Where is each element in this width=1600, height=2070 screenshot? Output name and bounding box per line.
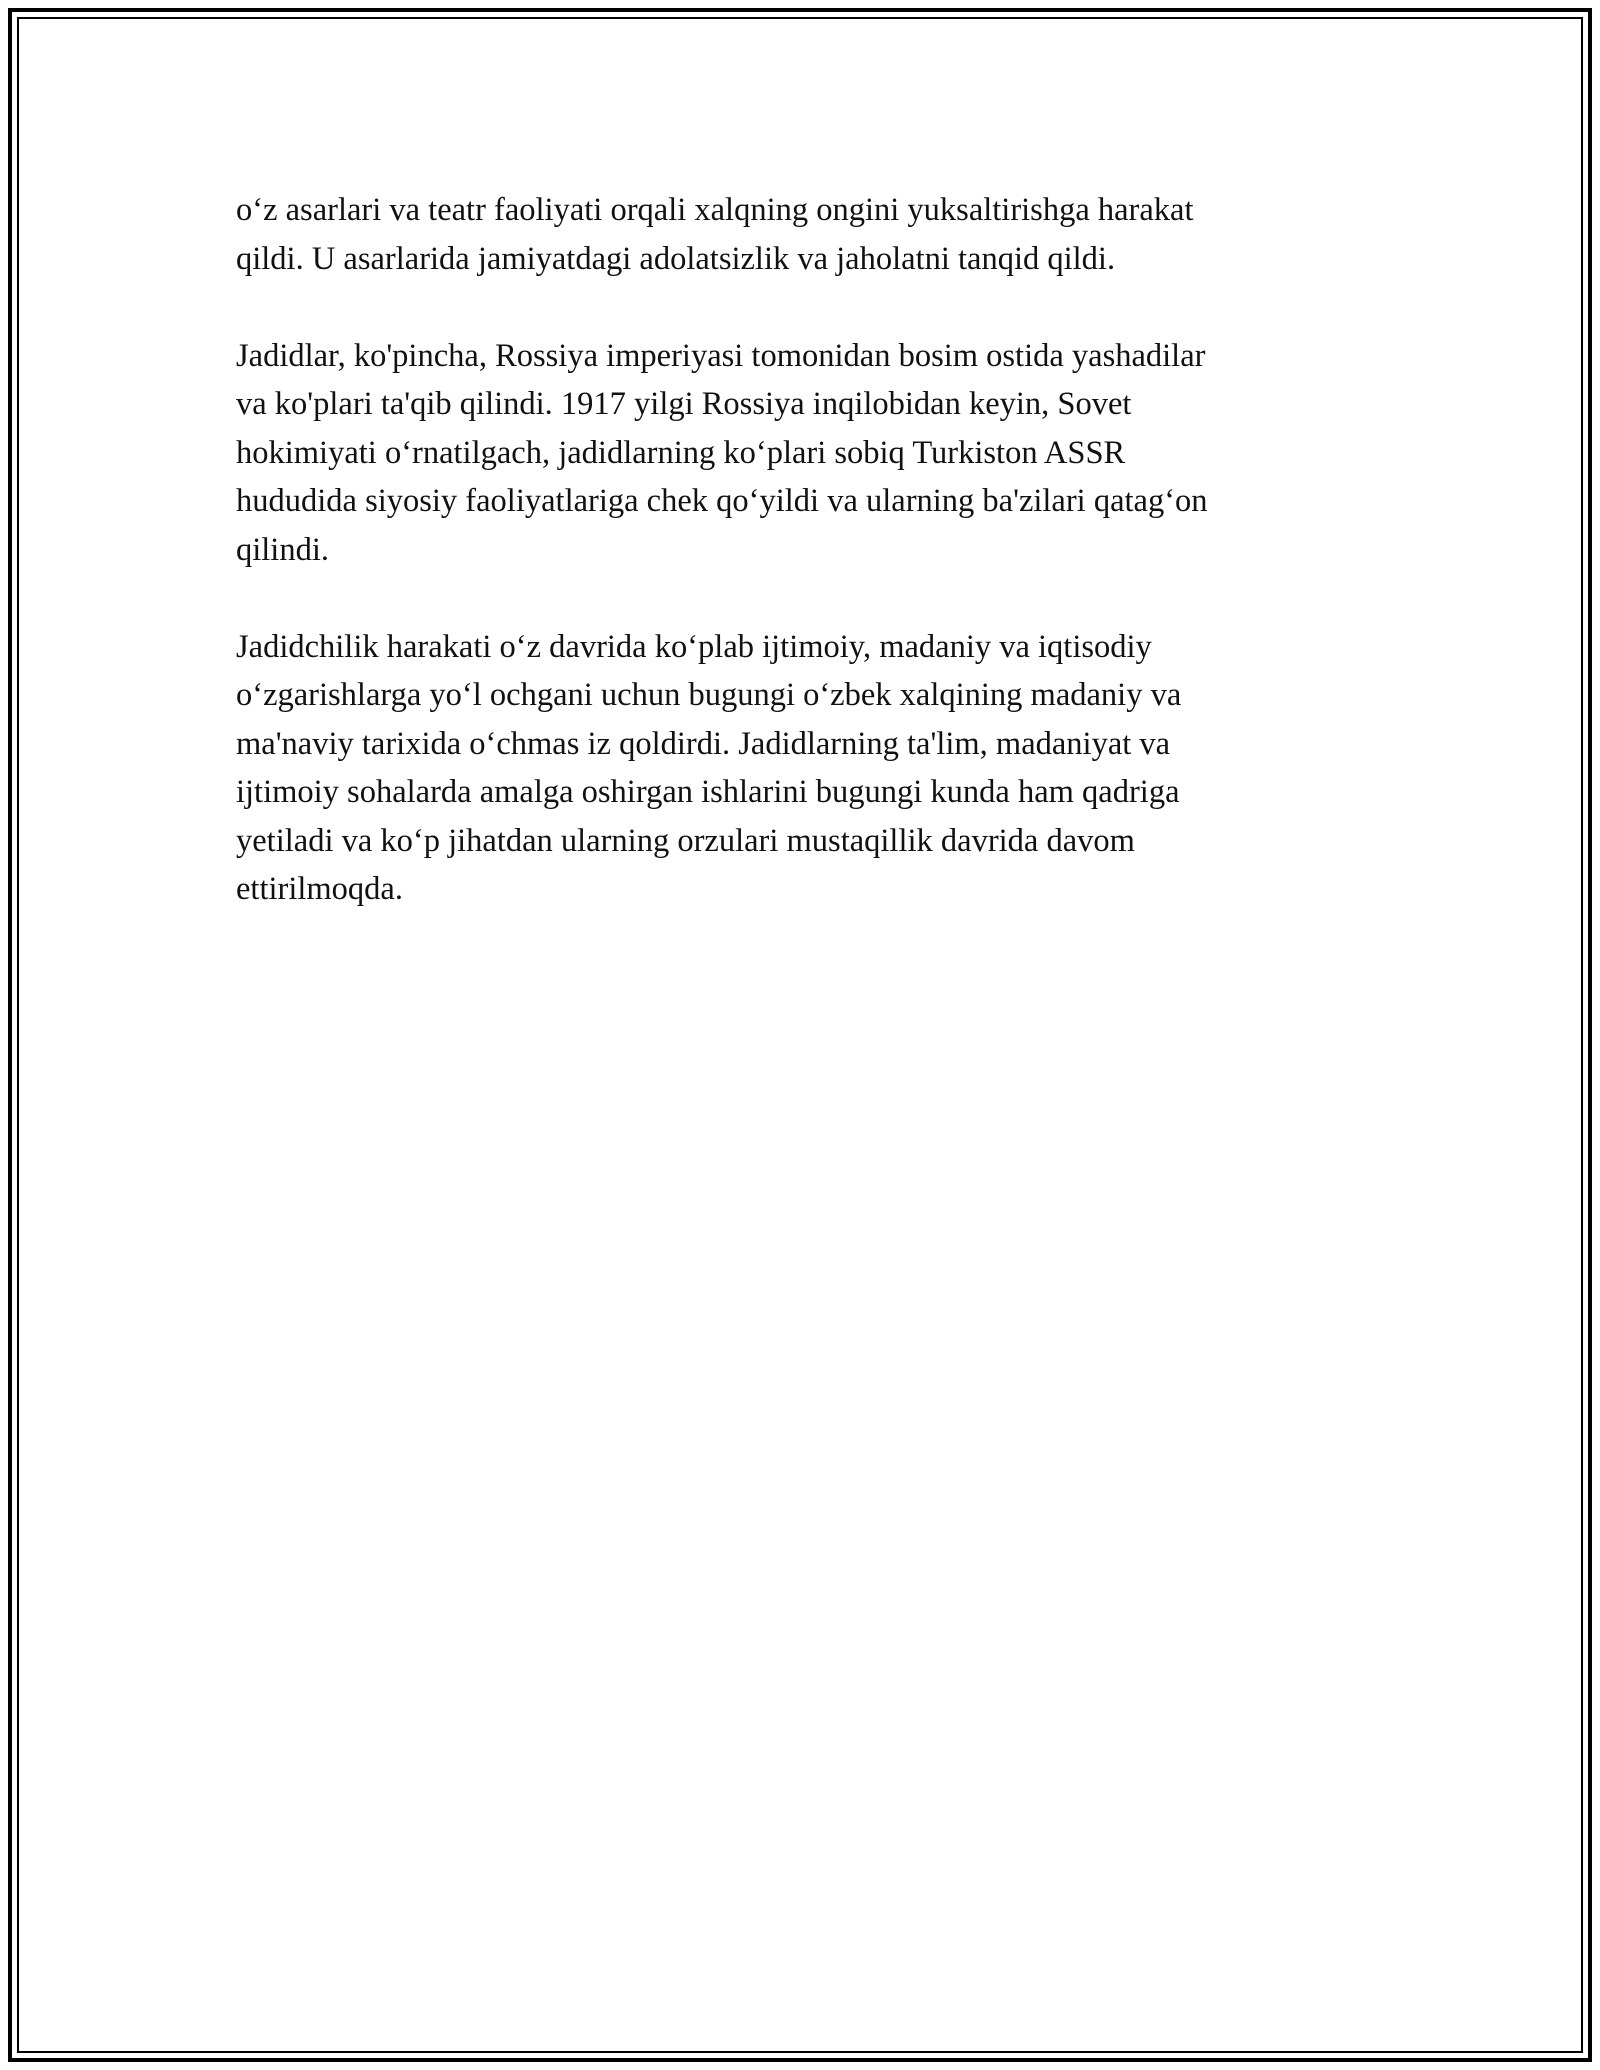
document-body xyxy=(236,186,1366,962)
paragraph-2: Jadidlar, ko'pincha, Rossiya imperiyasi tomonidan bosim ostida yashadilar va ko'plari ta'qib qilindi. 1917 yilgi Rossiya inqilobidan keyin, Sovet hokimiyati o‘rnatilgach, jadidlarning ko‘plari sobiq Turkiston ASSR hududida siyosiy faoliyatlariga chek qo‘yildi va ularning ba'zilari qatag‘on qilindi. xyxy=(236,337,1208,568)
paragraph-3: Jadidchilik harakati o‘z davrida ko‘plab ijtimoiy, madaniy va iqtisodiy o‘zgarishlarga yo‘l ochgani uchun bugungi o‘zbek xalqining madaniy va ma'naviy tarixida o‘chmas iz qoldirdi. Jadidlarning ta'lim, madaniyat va ijtimoiy sohalarda amalga oshirgan ishlarini bugungi kunda ham qadriga yetiladi va ko‘p jihatdan ularning orzulari mustaqillik davrida davom ettirilmoqda. xyxy=(236,628,1182,907)
paragraph-1: o‘z asarlari va teatr faoliyati orqali xalqning ongini yuksaltirishga harakat qildi. U asarlarida jamiyatdagi adolatsizlik va jaholatni tanqid qildi. xyxy=(236,192,1194,277)
